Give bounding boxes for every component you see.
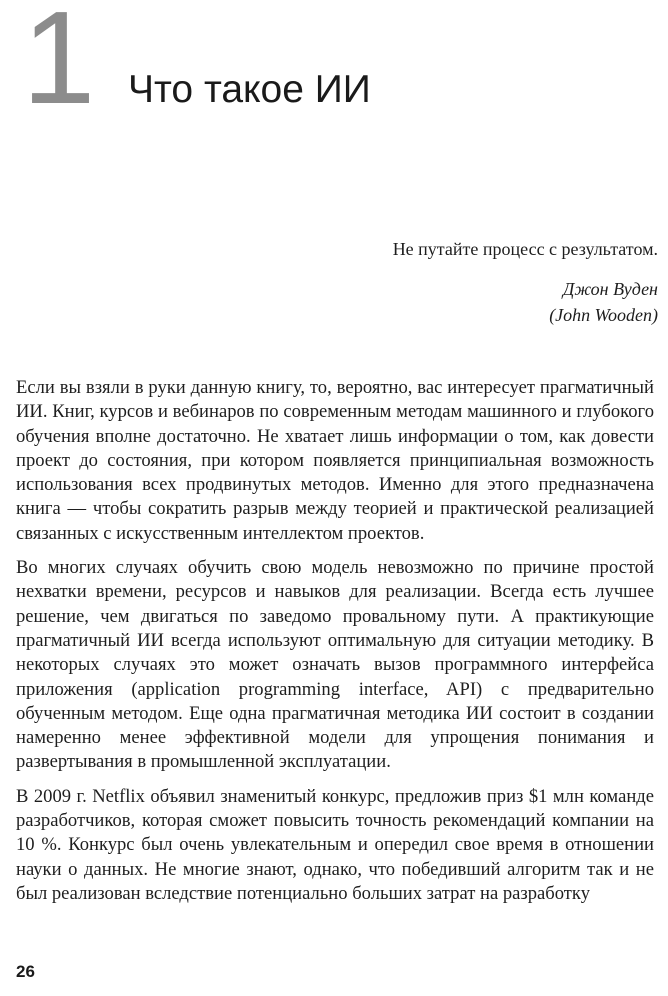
- epigraph-author-en: (John Wooden): [549, 305, 658, 325]
- chapter-title: Что такое ИИ: [128, 68, 371, 111]
- paragraph: Если вы взяли в руки данную книгу, то, вероятно, вас интересует прагматичный ИИ. Книг, курсов и вебинаров по современным методам машинного и глубокого обучения вполне достаточно. Не хватает лишь информации о том, как довести проект до состояния, при котором появляется принципиальная возможность использования всех продвинутых методов. Именно для этого предназначена книга — чтобы сократить разрыв между теорией и практической реализацией связанных с искусственным интеллектом проектов.: [16, 377, 654, 544]
- body-text: [16, 376, 654, 916]
- epigraph-author-ru: Джон Вуден: [562, 279, 658, 299]
- paragraph: Во многих случаях обучить свою модель невозможно по причине простой нехватки времени, ресурсов и навыков для реализации. Всегда есть лучшее решение, чем двигаться по заведомо провальному пути. А практикующие прагматичный ИИ всегда используют оптимальную для ситуации методику. В некоторых случаях это может означать вызов программного интерфейса приложения (application programming interface, API) с предварительно обученным методом. Еще одна прагматичная методика ИИ состоит в создании намеренно менее эффективной модели для упрощения понимания и развертывания в промышленной эксплуатации.: [16, 557, 654, 773]
- epigraph-quote: Не путайте процесс с результатом.: [392, 239, 658, 259]
- chapter-number: 1: [22, 0, 94, 131]
- paragraph: В 2009 г. Netflix объявил знаменитый конкурс, предложив приз $1 млн команде разработчиков, которая сможет повысить точность рекомендаций компании на 10 %. Конкурс был очень увлекательным и опередил свое время в отношении науки о данных. Не многие знают, однако, что победивший алгоритм так и не был реализован вследствие потенциально больших затрат на разработку: [16, 785, 654, 904]
- page-number: 26: [16, 962, 35, 981]
- epigraph: [300, 236, 658, 328]
